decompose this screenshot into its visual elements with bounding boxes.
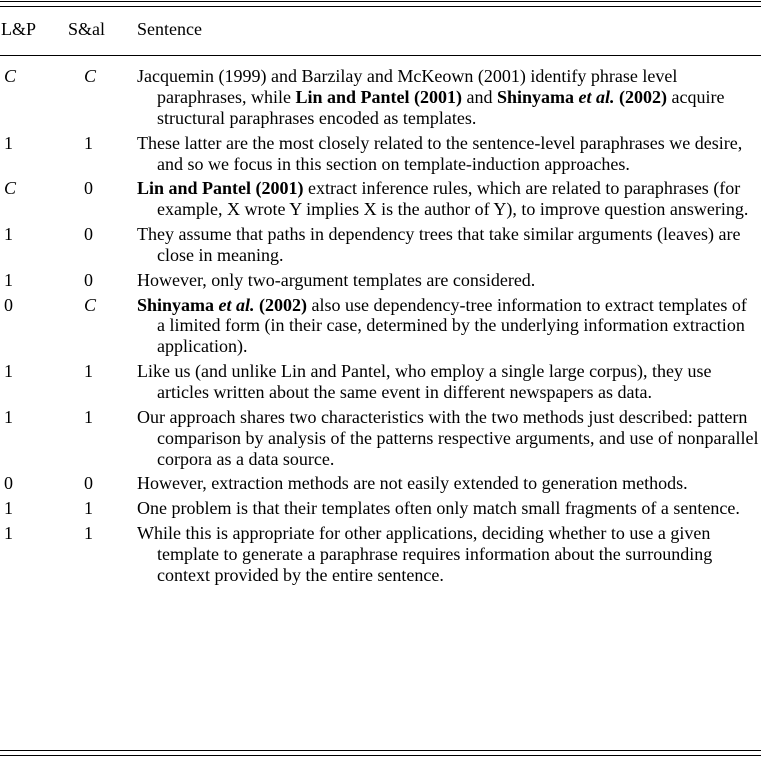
cell-sal: C bbox=[84, 294, 97, 315]
cell-lp: 0 bbox=[4, 473, 13, 494]
cell-sentence bbox=[137, 178, 759, 220]
cell-sal: 1 bbox=[84, 498, 93, 519]
cell-sal: 0 bbox=[84, 178, 93, 199]
sentence-segment: (2002) bbox=[254, 294, 308, 315]
cell-lp: 1 bbox=[4, 361, 13, 382]
cell-lp: 1 bbox=[4, 132, 13, 153]
cell-sentence bbox=[137, 523, 759, 586]
table-row bbox=[0, 133, 761, 175]
sentence-segment: Our approach shares two characteristics with the two methods just described: pattern comparison by analysis of the patterns respective arguments, and use of nonparallel corpora as a data source. bbox=[137, 406, 759, 469]
header-lp: L&P bbox=[1, 19, 37, 39]
cell-sal: 1 bbox=[84, 523, 93, 544]
cell-lp: 0 bbox=[4, 294, 13, 315]
table-header bbox=[0, 18, 761, 42]
cell-sentence bbox=[137, 407, 759, 470]
sentence-segment: However, only two-argument templates are considered. bbox=[137, 269, 536, 290]
sentence-segment: Shinyama bbox=[137, 294, 219, 315]
cell-sentence bbox=[137, 498, 759, 519]
sentence-segment: While this is appropriate for other applications, deciding whether to use a given template to generate a paraphrase requires information about the surrounding context provided by the entire sentence. bbox=[137, 523, 713, 585]
cell-sentence bbox=[137, 473, 759, 494]
header-rule bbox=[0, 55, 761, 56]
sentence-segment: Shinyama bbox=[496, 86, 579, 107]
cell-sal: 1 bbox=[84, 132, 93, 153]
table-row bbox=[0, 178, 761, 220]
header-sal: S&al bbox=[68, 19, 106, 39]
sentence-segment: extract inference rules, which are related to paraphrases (for example, X wrote Y implies X is the author of Y), to improve question answering. bbox=[157, 178, 749, 220]
table-row bbox=[0, 295, 761, 358]
sentence-segment: (2002) bbox=[614, 86, 668, 107]
cell-sentence bbox=[137, 270, 759, 291]
sentence-segment: They assume that paths in dependency trees that take similar arguments (leaves) are close in meaning. bbox=[137, 224, 741, 265]
table-row bbox=[0, 361, 761, 403]
table-row bbox=[0, 66, 761, 129]
sentence-segment: Lin and Pantel (2001) bbox=[137, 178, 304, 199]
cell-sal: 0 bbox=[84, 269, 93, 290]
table-row bbox=[0, 523, 761, 586]
cell-lp: 1 bbox=[4, 224, 13, 245]
table-row bbox=[0, 224, 761, 266]
cell-sentence bbox=[137, 224, 759, 266]
sentence-segment: Like us (and unlike Lin and Pantel, who employ a single large corpus), they use articles written about the same event in different newspapers as data. bbox=[137, 361, 712, 403]
table-row bbox=[0, 473, 761, 494]
cell-sentence bbox=[137, 295, 759, 358]
cell-sentence bbox=[137, 361, 759, 403]
cell-sal: 0 bbox=[84, 473, 93, 494]
cell-sal: 0 bbox=[84, 224, 93, 245]
sentence-segment: and bbox=[461, 86, 497, 107]
sentence-segment: Jacquemin (1999) and Barzilay and McKeown (2001) identify phrase level paraphrases, while bbox=[137, 66, 678, 107]
sentence-segment: acquire structural paraphrases encoded as templates. bbox=[157, 86, 725, 128]
cell-sentence bbox=[137, 133, 759, 175]
header-sentence: Sentence bbox=[137, 19, 202, 39]
cell-lp: 1 bbox=[4, 269, 13, 290]
sentence-segment: also use dependency-tree information to extract templates of a limited form (in their case, determined by the underlying information extraction application). bbox=[157, 294, 747, 357]
cell-lp: 1 bbox=[4, 498, 13, 519]
table-body bbox=[0, 66, 761, 590]
cell-lp: C bbox=[4, 178, 17, 199]
sentence-segment: et al. bbox=[218, 294, 255, 315]
table-row bbox=[0, 270, 761, 291]
cell-lp: 1 bbox=[4, 406, 13, 427]
bottom-double-rule bbox=[0, 750, 761, 756]
cell-sal: 1 bbox=[84, 406, 93, 427]
sentence-segment: One problem is that their templates often only match small fragments of a sentence. bbox=[137, 498, 740, 519]
cell-sentence bbox=[137, 66, 759, 129]
cell-sal: 1 bbox=[84, 361, 93, 382]
top-double-rule bbox=[0, 1, 761, 7]
table-row bbox=[0, 407, 761, 470]
sentence-segment: Lin and Pantel (2001) bbox=[295, 86, 462, 107]
sentence-segment: et al. bbox=[578, 86, 615, 107]
cell-lp: C bbox=[4, 66, 17, 86]
table-row bbox=[0, 498, 761, 519]
cell-lp: 1 bbox=[4, 523, 13, 544]
cell-sal: C bbox=[84, 66, 97, 86]
sentence-segment: However, extraction methods are not easily extended to generation methods. bbox=[137, 473, 688, 494]
sentence-segment: These latter are the most closely related to the sentence-level paraphrases we desire, and so we focus in this section on template-induction approaches. bbox=[137, 132, 743, 174]
